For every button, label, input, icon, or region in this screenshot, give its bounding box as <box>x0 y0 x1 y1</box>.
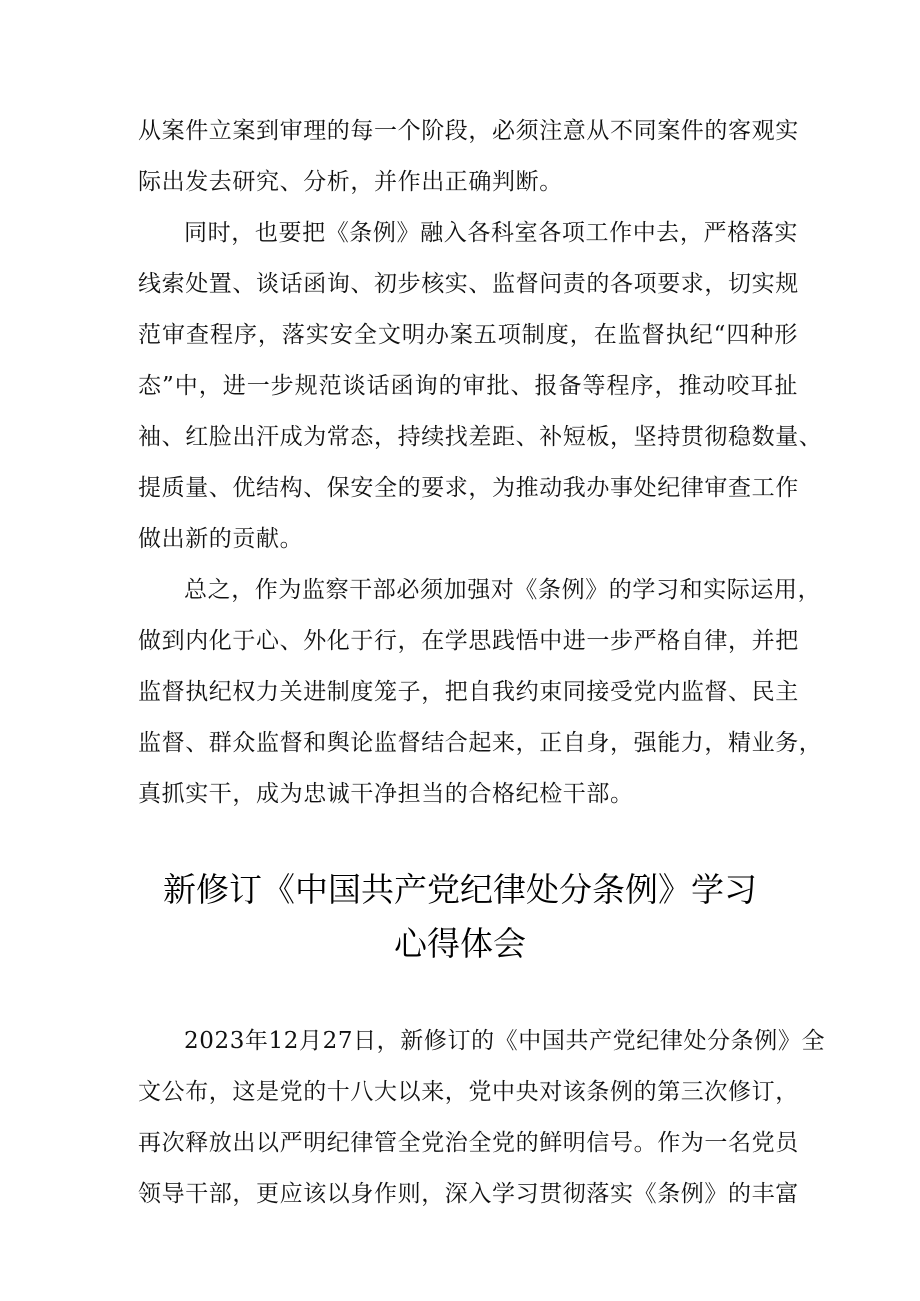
paragraph-2-line-4: 态”中，进一步规范谈话函询的审批、报备等程序，推动咬耳扯 <box>138 373 798 399</box>
paragraph-2-line-1: 同时，也要把《条例》融入各科室各项工作中去，严格落实 <box>184 220 798 246</box>
paragraph-3-line-1: 总之，作为监察干部必须加强对《条例》的学习和实际运用， <box>184 577 822 603</box>
paragraph-4-line-4: 领导干部，更应该以身作则，深入学习贯彻落实《条例》的丰富 <box>138 1181 799 1207</box>
paragraph-2-line-6: 提质量、优结构、保安全的要求，为推动我办事处纪律审查工作 <box>138 475 799 501</box>
paragraph-3-line-4: 监督、群众监督和舆论监督结合起来，正自身，强能力，精业务， <box>138 730 823 756</box>
paragraph-3-line-3: 监督执纪权力关进制度笼子，把自我约束同接受党内监督、民主 <box>138 679 799 705</box>
section-title-line-1: 新修订《中国共产党纪律处分条例》学习 <box>163 870 757 909</box>
paragraph-2-line-3: 范审查程序，落实安全文明办案五项制度，在监督执纪“四种形 <box>138 322 798 348</box>
paragraph-2-line-7: 做出新的贡献。 <box>138 526 304 552</box>
paragraph-4-line-1: 2023年12月27日，新修订的《中国共产党纪律处分条例》全 <box>184 1028 826 1054</box>
paragraph-1-line-2: 际出发去研究、分析，并作出正确判断。 <box>138 169 563 195</box>
paragraph-4-line-2: 文公布，这是党的十八大以来，党中央对该条例的第三次修订， <box>138 1079 799 1105</box>
paragraph-3-line-5: 真抓实干，成为忠诚干净担当的合格纪检干部。 <box>138 781 634 807</box>
paragraph-4-line-3: 再次释放出以严明纪律管全党治全党的鲜明信号。作为一名党员 <box>138 1130 799 1156</box>
section-title-line-2: 心得体会 <box>394 924 526 963</box>
paragraph-3-line-2: 做到内化于心、外化于行，在学思践悟中进一步严格自律，并把 <box>138 628 799 654</box>
paragraph-2-line-2: 线索处置、谈话函询、初步核实、监督问责的各项要求，切实规 <box>138 271 799 297</box>
paragraph-1-line-1: 从案件立案到审理的每一个阶段，必须注意从不同案件的客观实 <box>138 118 799 144</box>
paragraph-2-line-5: 袖、红脸出汗成为常态，持续找差距、补短板，坚持贯彻稳数量、 <box>138 424 823 450</box>
